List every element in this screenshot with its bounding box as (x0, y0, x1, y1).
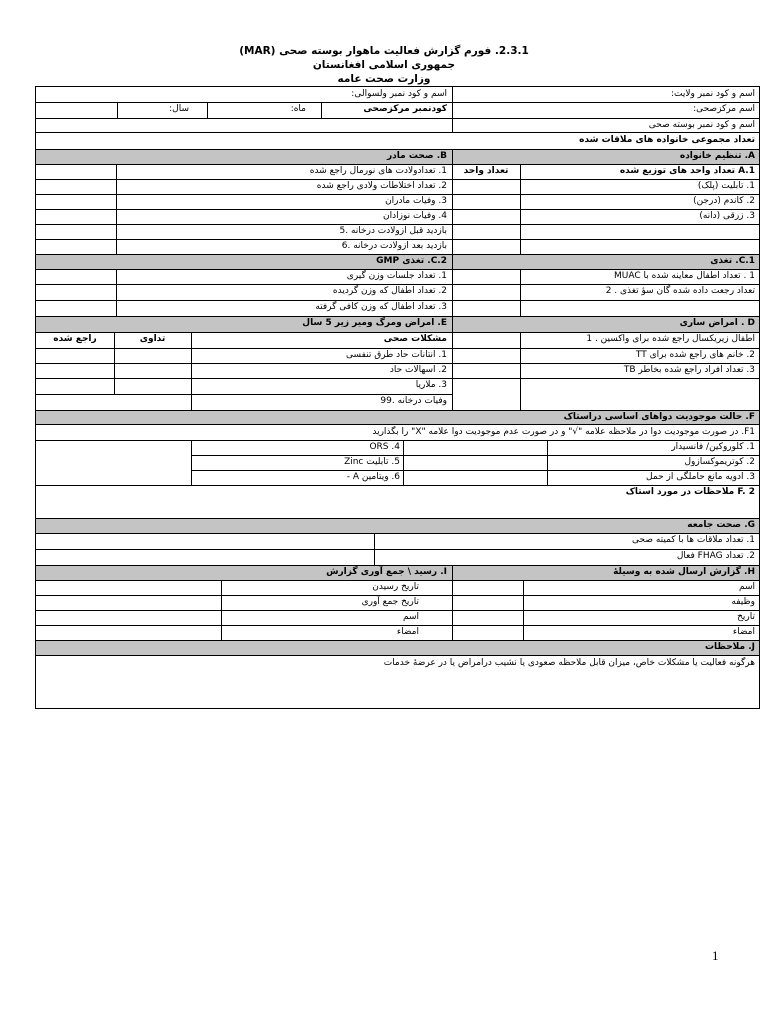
report-form (35, 86, 760, 709)
section-a-title: A. تنظیم خانواده (679, 151, 755, 161)
col-rule (452, 149, 453, 410)
g-item-1: 1. تعداد ملاقات ها با کمیته صحی (632, 535, 755, 545)
row-rule (191, 455, 759, 456)
f-drug-zinc: 5. تابلیت Zinc (344, 457, 400, 467)
e-referred-header: راجع شده (53, 334, 97, 344)
section-a1-title: A.1 تعداد واحد های توزیع شده (619, 166, 755, 176)
section-header-g (36, 518, 759, 533)
health-center-label: اسم مرکزصحی: (693, 104, 755, 114)
i-collection-date: تاریخ جمع آوری (361, 597, 419, 607)
col-rule (452, 118, 453, 132)
section-f-title: F. حالت موجودیت دواهای اساسی دراستاک (563, 412, 755, 422)
country-name: جمهوری اسلامی افغانستان (312, 59, 456, 71)
section-h-title: H. گزارش ارسال شده به وسیلهٔ (613, 567, 755, 577)
section-c2-title: C.2. تغذی GMP (376, 256, 447, 266)
col-rule (221, 580, 222, 640)
col-rule (321, 102, 322, 118)
b-item-6: بازدید بعد ازولادت درخانه .6 (341, 241, 447, 251)
row-rule (36, 549, 759, 550)
col-rule (117, 102, 118, 118)
a-item-condom: 2. کاندم (درجن) (693, 196, 755, 206)
h-name: اسم (738, 582, 755, 592)
col-rule (191, 440, 192, 485)
health-center-code-label: کودنمبر مرکزصحی (363, 104, 447, 114)
month-label: ماه: (290, 104, 306, 114)
col-rule (452, 87, 453, 102)
unit-count-header: تعداد واحد (463, 166, 509, 176)
row-rule (36, 610, 759, 611)
col-rule (523, 580, 524, 640)
col-rule (116, 164, 117, 254)
col-rule (116, 269, 117, 316)
col-rule (207, 102, 208, 118)
page-number: 1 (712, 948, 719, 963)
section-i-title: I. رسید \ جمع آوری گزارش (326, 567, 447, 577)
section-header-j (36, 640, 759, 655)
b-item-2: 2. تعداد اختلاطات ولادی راجع شده (316, 181, 447, 191)
i-arrival-date: تاریخ رسیدن (372, 582, 419, 592)
col-rule (452, 102, 453, 118)
province-label: اسم و کود نمبر ولایت: (670, 89, 755, 99)
section-c1-title: C.1. تغذی (710, 256, 755, 266)
i-name: اسم (402, 612, 419, 622)
row-rule (36, 518, 759, 519)
g-item-2: 2. تعداد FHAG فعال (676, 551, 755, 561)
h-signature: امضاء (732, 627, 755, 637)
col-rule (520, 332, 521, 410)
district-label: اسم و کود نمبر ولسوالی: (351, 89, 447, 99)
section-b-title: B. صحت مادر (386, 151, 447, 161)
col-rule (191, 332, 192, 410)
section-e-title: E. امراض ومرگ ومیر زیر 5 سال (302, 318, 447, 328)
d-item-2: 2. خانم های راجع شده برای TT (635, 350, 755, 360)
a-item-injection: 3. زرقی (دانه) (699, 211, 755, 221)
h-date: تاریخ (737, 612, 755, 622)
f1-instruction: F1. در صورت موجودیت دوا در ملاحظه علامه "√" و در صورت عدم موجودیت دوا علامه "X" را بگذارید (372, 427, 755, 437)
e-item-99: وفیات درخانه .99 (380, 396, 447, 406)
b-item-5: بازدید قبل ازولادت درخانه .5 (339, 226, 447, 236)
e-item-1: 1. انتانات حاد طرق تنفسی (346, 350, 447, 360)
section-g-title: G. صحت جامعه (687, 520, 755, 530)
c2-item-3: 3. تعداد اطفال که وزن کافی گرفته (315, 302, 447, 312)
col-rule (547, 440, 548, 485)
col-rule (520, 164, 521, 254)
families-visited-label: تعداد مجموعی خانواده های ملاقات شده (579, 135, 755, 145)
row-rule (36, 655, 759, 656)
row-rule (36, 378, 759, 379)
row-rule (36, 640, 759, 641)
j-remarks-text: هرگونه فعالیت یا مشکلات خاص، میزان قابل ملاحظه صعودی یا نشیب درامراض یا در عرضهٔ خدمات (383, 658, 755, 668)
c2-item-1: 1. تعداد جلسات وزن گیری (346, 271, 447, 281)
c1-item-1: 1 . تعداد اطفال معاینه شده با MUAC (613, 271, 755, 281)
d-item-1: اطفال زیریکسال راجع شده برای واکسین . 1 (586, 334, 755, 344)
col-rule (520, 269, 521, 316)
d-item-3: 3. تعداد افراد راجع شده بخاطر TB (623, 365, 755, 375)
row-rule (36, 132, 759, 133)
f2-stock-notes: F. 2 ملاحظات در مورد استاک (625, 487, 755, 497)
row-rule (36, 424, 759, 425)
e-health-problems-header: مشکلات صحی (383, 334, 447, 344)
col-rule (403, 440, 404, 485)
c1-item-2: تعداد رجعت داده شده گان سؤ تغذی . 2 (605, 286, 755, 296)
c2-item-2: 2. تعداد اطفال که وزن گردیده (332, 286, 447, 296)
col-rule (452, 565, 453, 640)
health-post-label: اسم و کود نمبر بوسته صحی (648, 120, 755, 130)
f-drug-ors: 4. ORS (369, 442, 400, 452)
a-item-pill: 1. تابلیت (پلک) (697, 181, 755, 191)
b-item-4: 4. وفیات نوزادان (382, 211, 447, 221)
f-drug-cotrimoxazole: 2. کوتریموکسازول (684, 457, 755, 467)
section-j-title: J. ملاحظات (705, 642, 755, 652)
h-position: وظیفه (731, 597, 755, 607)
col-rule (374, 533, 375, 565)
f-drug-contraceptive: 3. ادویه مانع حاملگی از حمل (646, 472, 755, 482)
year-label: سال: (169, 104, 189, 114)
b-item-3: 3. وفیات مادران (385, 196, 447, 206)
b-item-1: 1. تعدادولادت های نورمال راجع شده (309, 166, 447, 176)
f-drug-chloroquine: 1. کلوروکین/ فانسیدار (671, 442, 755, 452)
f-drug-vitamin-a: 6. ویتامین A - (346, 472, 400, 482)
e-item-2: 2. اسهالات حاد (389, 365, 447, 375)
section-d-title: D . امراض ساری (679, 318, 755, 328)
form-header (0, 44, 768, 86)
e-item-3: 3. ملاریا (415, 380, 447, 390)
form-title: 2.3.1. فورم گزارش فعالیت ماهوار بوسته صحی (MAR) (239, 45, 529, 57)
ministry-name: وزارت صحت عامه (337, 73, 431, 85)
e-treatment-header: تداوی (139, 334, 166, 344)
i-signature: امضاء (396, 627, 419, 637)
